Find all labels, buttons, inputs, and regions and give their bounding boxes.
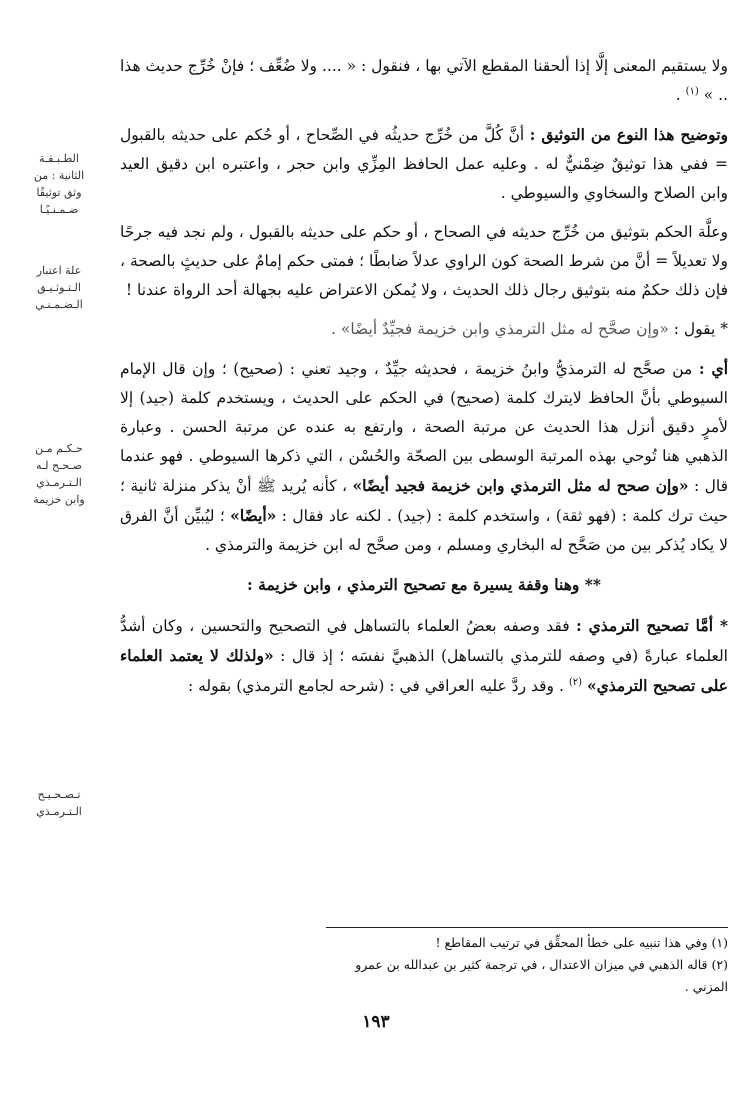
paragraph-intro: ولا يستقيم المعنى إلَّا إذا ألحقنا المقطع الآتي بها ، فنقول : « .... ولا ضُعِّف ؛ فإنْ خُرِّج حديث هذا .. » $^{(١)}$ .	[120, 57, 728, 104]
paragraph-lead: أي :	[698, 359, 728, 378]
main-text-block	[120, 52, 728, 711]
quoted-text: «أيضًا»	[230, 506, 277, 525]
quoted-text: «ولذلك لا يعتمد العلماء على تصحيح الترمذي»	[120, 646, 728, 695]
paragraph-reason: وعلَّة الحكم بتوثيق من خُرِّج حديثه في الصحاح ، أو حكم على حديثه بالقبول ، ولم نجد فيه جرحًا ولا تعديلاً = أنَّ من شرط الصحة كون الراوي عدلاً ضابطًا ؛ فمتى حكم إمامٌ على حديثٍ بالصحة ، فإن ذلك حكمٌ منه بتوثيق رجال ذلك الحديث ، ولا يُمكن الاعتراض عليه بجهالة أحد الرواة عندنا !	[120, 223, 728, 299]
paragraph-lead: وتوضيح هذا النوع من التوثيق :	[529, 125, 728, 144]
footnote-ref-1[interactable]: (١)	[685, 85, 699, 97]
paragraph-tirmidhi: * أمَّا تصحيح الترمذي : فقد وصفه بعضُ العلماء بالتساهل في التصحيح والتحسين ، وكان أشدُّ العلماء عبارةً (في وصفه للترمذي بالتساهل) الذهبيَّ نفسَه ؛ إذ قال : «ولذلك لا يعتمد العلماء على تصحيح الترمذي» $^{(٢)}$ . وقد ردَّ عليه العراقي في : (شرحه لجامع الترمذي) بقوله :	[120, 616, 728, 695]
side-note-tashih: تـصـحـيـح الـتـرمـذي	[36, 788, 82, 818]
paragraph-tawthiq-explanation: وتوضيح هذا النوع من التوثيق : أنَّ كُلَّ من خُرِّج حديثُه في الصِّحاح ، أو حُكم على حديثه بالقبول = ففي هذا توثيقٌ ضِمْنيٌّ له . وعليه عمل الحافظ المِزِّي وابن حجر ، واعتبره ابن دقيق العيد وابن الصلاح والسخاوي والسيوطي .	[120, 125, 728, 202]
side-note-illa: علة اعتبار الـتـوثـيـق الـضـمـنـي	[35, 264, 83, 311]
section-heading: ** وهنا وقفة يسيرة مع تصحيح الترمذي ، وابن خزيمة :	[247, 575, 601, 594]
side-note-hukm: حـكـم مـن صـحـح لـه الـتـرمـذي وابن خزيمة	[33, 442, 85, 506]
footnotes	[326, 927, 728, 998]
footnote-1: (١) وفي هذا تنبيه على خطأ المحقِّق في ترتيب المقاطع !	[435, 935, 728, 950]
quoted-text: «وإن صحح له مثل الترمذي وابن خزيمة فجيد أيضًا»	[352, 476, 689, 495]
paragraph-commentary: أي : من صحَّح له الترمذيُّ وابنُ خزيمة ، فحديثه جيِّدٌ ، وجيد تعني : (صحيح) ؛ وإن قال الإمام السيوطي بأنَّ الحافظ لايترك كلمة (صحيح) في الحكم على الحديث ، ويستخدم كلمة (جيد) إلا لأمرٍ دقيق أنزل هذا الحديث عن مرتبة الصحة ، وارتفع به عنده عن مرتبة الحسن . وعبارة الذهبي هنا تُوحي بهذه المرتبة الوسطى بين الصحّة والحُسْن ، التي ذكرها السيوطي . فهو عندما قال : «وإن صحح له مثل الترمذي وابن خزيمة فجيد أيضًا» ، كأنه يُريد ﷺ أنْ يذكر منزلة ثانية ؛ حيث ترك كلمة : (فهو ثقة) ، واستخدم كلمة : (جيد) . لكنه عاد فقال : «أيضًا» ؛ ليُبيِّن أنَّ الفرق لا يكاد يُذكر بين من صَحَّح له البخاري ومسلم ، ومن صحَّح له ابن خزيمة والترمذي .	[120, 359, 728, 554]
footnote-ref-2[interactable]: (٢)	[568, 676, 582, 688]
page-number: ١٩٣	[362, 1012, 390, 1032]
side-note-tabaqa: الطـبـقـة الثانية : من وثق توثيقًا ضـمـنـيًـا	[33, 152, 85, 216]
paragraph-quote-dhahabi: * يقول : «وإن صحَّح له مثل الترمذي وابن خزيمة فجيِّدٌ أيضًا» .	[331, 320, 728, 338]
paragraph-lead: * أمَّا تصحيح الترمذي :	[576, 616, 728, 635]
footnote-2: (٢) قاله الذهبي في ميزان الاعتدال ، في ترجمة كثير بن عبدالله بن عمرو المزني .	[355, 957, 728, 994]
quoted-text: «وإن صحَّح له مثل الترمذي وابن خزيمة فجيِّدٌ أيضًا» .	[331, 320, 669, 338]
